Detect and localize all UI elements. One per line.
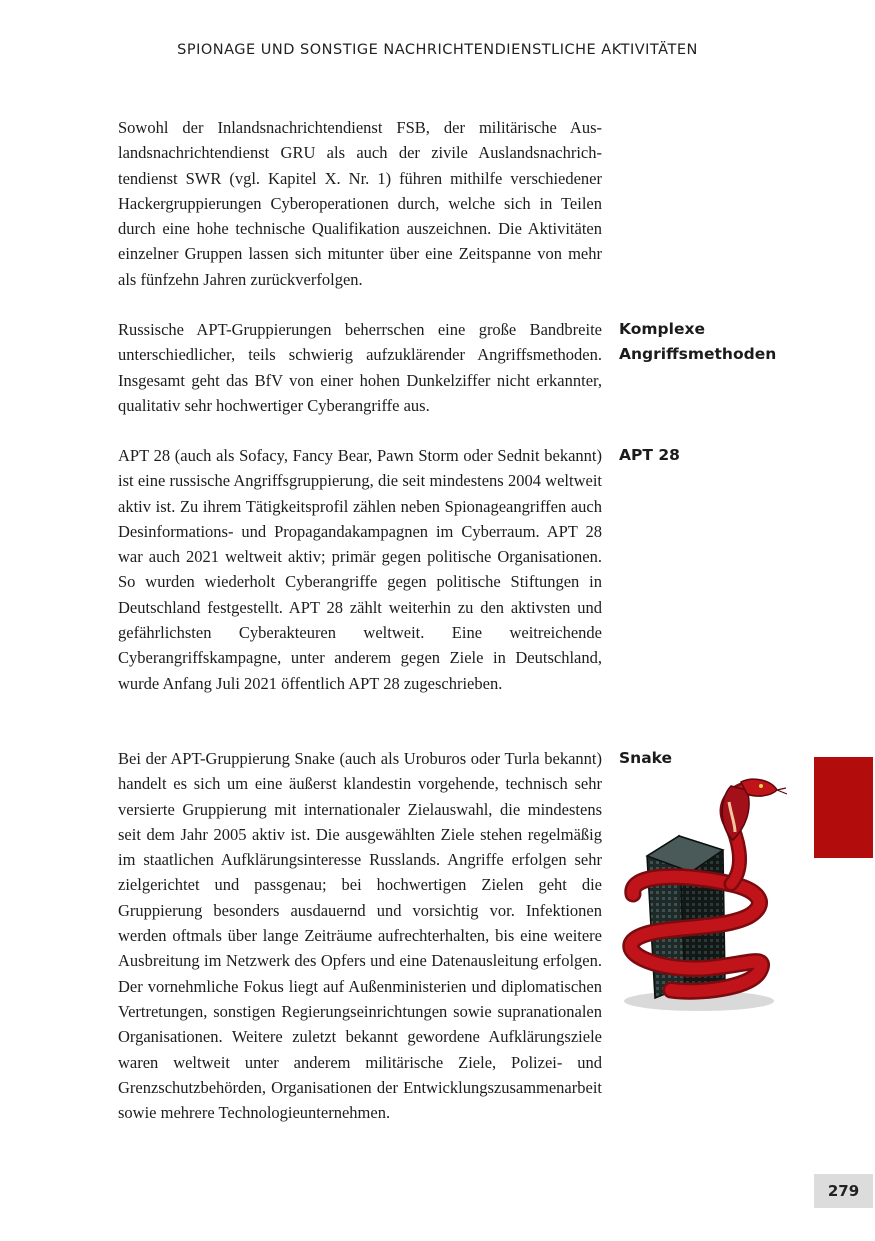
marginal-heading-line: Angriffsmethoden: [619, 345, 777, 363]
paragraph-apt28-text: APT 28 (auch als Sofacy, Fancy Bear, Pawn Storm oder Sednit bekannt) ist eine russische Angriffsgruppierung, die seit mindestens 2004 weltweit aktiv ist. Zu ihrem Tätigkeitsprofil zählen neben Spionageangriffen auch Desinformations- und Propagandakampagnen im Cyberraum. APT 28 war auch 2021 weltweit aktiv; primär gegen politische Organisationen. So wurden wiederholt Cyberangriffe gegen politische Stiftungen in Deutschland festgestellt. APT 28 zählt weiterhin zu den aktivsten und gefährlichsten Cyberakteuren weltweit. Eine weitreichende Cyberangriffskampagne, unter anderem gegen Ziele in Deutschland, wurde Anfang Juli 2021 öffentlich APT 28 zugeschrieben.: [118, 446, 602, 693]
paragraph-intro-text: Sowohl der Inlandsnachrichtendienst FSB, der militärische Auslandsnachrichtendienst GRU als auch der zivile Auslandsnachrichtendienst SWR (vgl. Kapitel X. Nr. 1) führen mithilfe verschiedener Hackergruppierungen Cyberoperationen durch, welche sich in Teilen durch eine hohe technische Qualifikation auszeichnen. Die Aktivitäten einzelner Gruppen lassen sich mitunter über eine Zeitspanne von mehr als fünfzehn Jahren zurückverfolgen.: [118, 118, 602, 289]
marginal-heading-apt28: APT 28: [619, 446, 680, 464]
marginal-heading-attack-methods: [619, 317, 776, 367]
page-number: 279: [814, 1174, 873, 1208]
paragraph-snake-text: Bei der APT-Gruppierung Snake (auch als Uroburos oder Turla bekannt) handelt es sich um eine äußerst klandestin vorgehende, technisch sehr versierte Gruppierung mit internationaler Zielauswahl, die mindestens seit dem Jahr 2005 aktiv ist. Die ausgewählten Ziele stehen regelmäßig im staatlichen Aufklärungsinteresse Russlands. Angriffe erfolgen sehr zielgerichtet und passgenau; bei hochwertigen Zielen geht die Gruppierung besonders ausdauernd und vorsichtig vor. Infektionen werden oftmals über lange Zeiträume aufrechterhalten, bis eine weitere Ausbreitung im Netzwerk des Opfers und eine Datenausleitung erfolgen. Der vornehmliche Fokus liegt auf Außenministerien und diplomatischen Vertretungen, sonstigen Regierungseinrichtungen sowie supranationalen Organisationen. Weitere zuletzt bekannt gewordene Aufklärungsziele waren weltweit unter anderem militärische Ziele, Polizei- und Grenzschutzbehörden, Organisationen der Entwicklungszusammenarbeit sowie mehrere Technologieunternehmen.: [118, 749, 602, 1123]
running-header: SPIONAGE UND SONSTIGE NACHRICHTENDIENSTLICHE AKTIVITÄTEN: [177, 42, 698, 58]
paragraph-intro: [118, 115, 602, 292]
marginal-heading-line: Komplexe: [619, 320, 705, 338]
snake-head: [741, 779, 777, 796]
snake-eye: [759, 784, 763, 788]
paragraph-attack-methods-text: Russische APT-Gruppierungen beherrschen eine große Bandbreite unterschiedlicher, teils schwierig aufzuklärender Angriffsmethoden. Insgesamt geht das BfV von einer hohen Dunkelziffer nicht erkannter, qualitativ sehr hochwertiger Cyberangriffe aus.: [118, 320, 602, 415]
paragraph-attack-methods: [118, 317, 602, 418]
paragraph-snake: [118, 746, 602, 1125]
snake-tongue: [777, 788, 787, 794]
snake-tower-illustration: [619, 776, 795, 1016]
paragraph-apt28: [118, 443, 602, 696]
chapter-tab-marker: [814, 757, 873, 858]
marginal-heading-snake: Snake: [619, 749, 673, 767]
